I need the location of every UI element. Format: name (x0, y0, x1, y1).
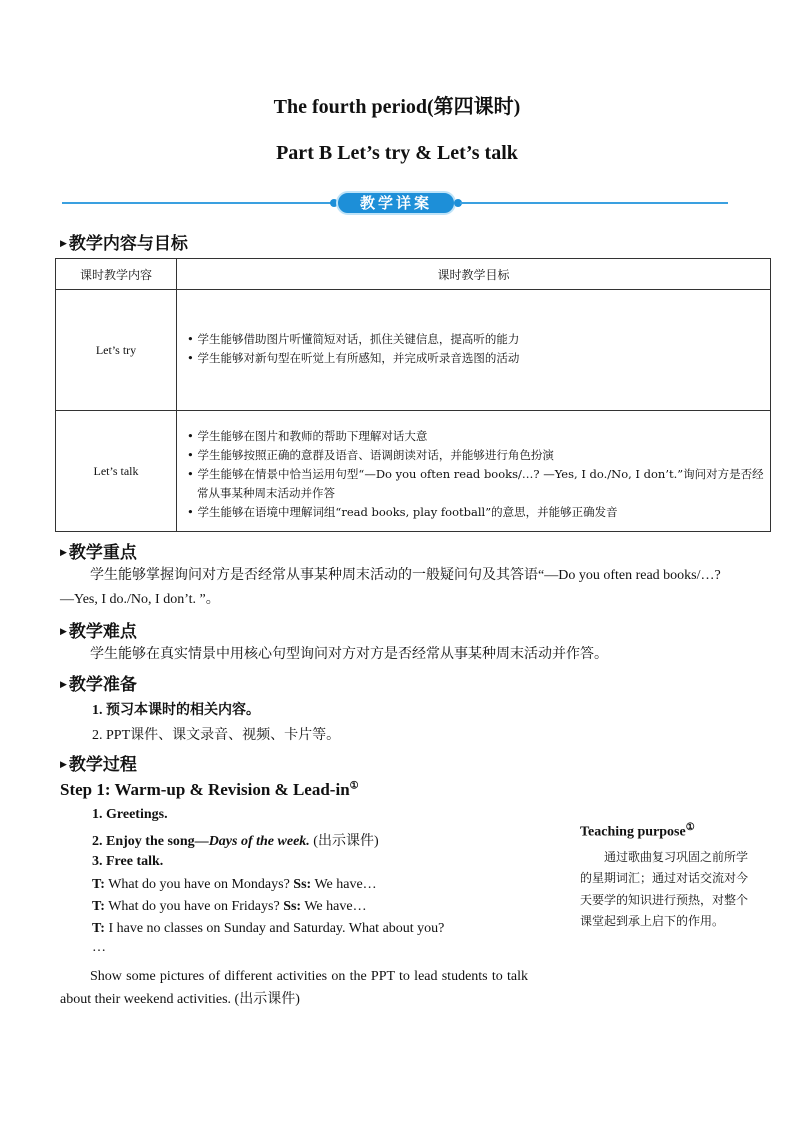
prep-item: 2. PPT课件、课文录音、视频、卡片等。 (92, 728, 341, 743)
triangle-bullet-icon: ▶ (60, 680, 67, 690)
goal-item: • 学生能够在语境中理解词组“read books, play football”的意思，并能够正确发音 (187, 505, 618, 519)
goal-item: • 学生能够借助图片听懂简短对话，抓住关键信息，提高听的能力 (187, 332, 520, 346)
table-header-content: 课时教学内容 (56, 259, 177, 290)
dialog-line: T: What do you have on Mondays? Ss: We have… (92, 877, 377, 892)
table-row (56, 411, 771, 532)
step-line: 3. Free talk. (92, 854, 164, 869)
goals-table (55, 258, 771, 532)
banner-divider-right (460, 202, 728, 204)
section-heading-difficult: ▶ 教学难点 (60, 622, 137, 642)
triangle-bullet-icon: ▶ (60, 760, 67, 770)
goal-item: • 学生能够对新句型在听觉上有所感知，并完成听录音选图的活动 (187, 351, 520, 365)
table-cell-content: Let’s talk (56, 411, 177, 532)
table-header-goals: 课时教学目标 (177, 259, 771, 290)
table-cell-content: Let’s try (56, 290, 177, 411)
ellipsis-line: … (92, 940, 106, 955)
goal-item: • 学生能够在图片和教师的帮助下理解对话大意 (187, 429, 428, 443)
table-header-row (56, 259, 771, 290)
step-line: 2. Enjoy the song—Days of the week. (出示课件) (92, 834, 379, 849)
triangle-bullet-icon: ▶ (60, 627, 67, 637)
song-title: Days of the week. (208, 834, 310, 849)
show-pictures-text: Show some pictures of different activities on the PPT to lead students to talk about their weekend activities. (出示课件) (60, 969, 528, 1007)
goal-item: • 学生能够按照正确的意群及语音、语调朗读对话，并能够进行角色扮演 (187, 448, 554, 462)
table-row (56, 290, 771, 411)
section-heading-process: ▶ 教学过程 (60, 755, 137, 775)
footnote-mark: ① (349, 780, 359, 792)
triangle-bullet-icon: ▶ (60, 548, 67, 558)
teaching-purpose-note (580, 822, 750, 933)
difficult-points-text: 学生能够在真实情景中用核心句型询问对方对方是否经常从事某种周末活动并作答。 (90, 647, 608, 662)
section-heading-key: ▶ 教学重点 (60, 543, 137, 563)
footnote-mark: ① (685, 822, 695, 833)
banner-divider-left (62, 202, 332, 204)
note-title: Teaching purpose① (580, 822, 695, 840)
goal-item: • 学生能够在情景中恰当运用句型“—Do you often read books/…? —Yes, I do./No, I don’t.”询问对方是否经常从事某种周末活动并作答 (187, 467, 764, 500)
table-cell-goals (177, 290, 771, 411)
section-banner (330, 189, 462, 217)
triangle-bullet-icon: ▶ (60, 239, 67, 249)
section-heading-prep: ▶ 教学准备 (60, 675, 137, 695)
dialog-line: T: What do you have on Fridays? Ss: We have… (92, 899, 367, 914)
step-line: 1. Greetings. (92, 807, 168, 822)
note-body: 通过歌曲复习巩固之前所学的星期词汇；通过对话交流对今天要学的知识进行预热，对整个课堂起到承上启下的作用。 (580, 849, 749, 929)
dialog-line: T: I have no classes on Sunday and Saturday. What about you? (92, 921, 445, 936)
page-title: The fourth period(第四课时) (273, 96, 521, 118)
key-points-text: 学生能够掌握询问对方是否经常从事某种周末活动的一般疑问句及其答语“—Do you often read books/…? —Yes, I do./No, I don’t. ”。 (60, 568, 721, 607)
page-subtitle: Part B Let’s try & Let’s talk (276, 142, 518, 164)
table-cell-goals (177, 411, 771, 532)
banner-label: 教学详案 (359, 194, 432, 212)
section-heading-goals: ▶ 教学内容与目标 (60, 234, 188, 254)
prep-item: 1. 预习本课时的相关内容。 (92, 703, 260, 718)
step-heading: Step 1: Warm-up & Revision & Lead-in① (60, 780, 359, 799)
